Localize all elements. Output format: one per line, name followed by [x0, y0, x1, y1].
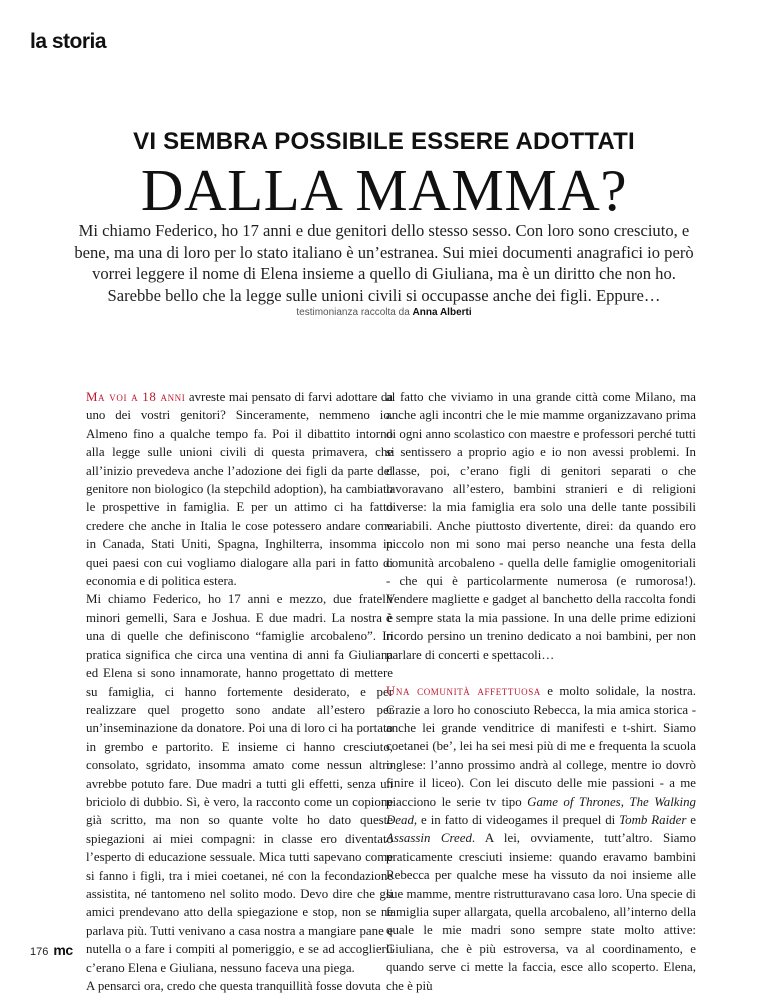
- magazine-logo: mc: [53, 942, 73, 958]
- series-title: Game of Thrones: [527, 794, 621, 809]
- lead-in: Ma voi a 18 anni: [86, 390, 186, 404]
- paragraph: A pensarci ora, credo che questa tranquillità fosse dovuta: [86, 979, 381, 993]
- article-standfirst: Mi chiamo Federico, ho 17 anni e due genitori dello stesso sesso. Con loro sono cresciuto, e bene, ma una di loro per lo stato italiano è un’estranea. Sui miei documenti anagrafici io però vorrei leggere il nome di Elena insieme a quello di Giuliana, ma è un diritto che non ho. Sarebbe bello che la legge sulle unioni civili si occupasse anche dei figli. Eppure…: [74, 221, 694, 305]
- body-column-right: [386, 388, 696, 995]
- game-title: Assassin Creed: [386, 831, 472, 846]
- paragraph: Una comunità affettuosa e molto solidale, la nostra. Grazie a loro ho conosciuto Rebecca, la mia amica storica - anche lei grande venditrice di manifesti e t-shirt. Siamo coetanei (be’, lei ha sei mesi più di me e frequenta la scuola inglese: l’anno prossimo andrà al college, mentre io dovrò finire il liceo). Con lei discuto delle mie passioni - a me piacciono le serie tv tipo Game of Thrones, The Walking Dead, e in fatto di videogames il prequel di Tomb Raider e Assassin Creed. A lei, ovviamente, tutt’altro. Siamo praticamente cresciuti insieme: quando eravamo bambini Rebecca per qualche mese ha vissuto da noi insieme alle sue mamme, mentre ristrutturavano casa loro. Una specie di famiglia super allargata, quella arcobaleno, all’interno della quale le mie madri sono sempre state molto attive: Giuliana, che è più estroversa, va al coordinamento, e quando serve ci mette la faccia, esce allo scoperto. Elena, che è più: [386, 684, 697, 993]
- article-kicker: VI SEMBRA POSSIBILE ESSERE ADOTTATI: [133, 128, 635, 155]
- series-title: The Walking Dead: [386, 794, 696, 827]
- page-number: 176: [30, 946, 49, 958]
- game-title: Tomb Raider: [619, 812, 687, 827]
- paragraph: Ma voi a 18 anni avreste mai pensato di farvi adottare da uno dei vostri genitori? Sinceramente, nemmeno io. Almeno fino a qualche tempo fa. Poi il dibattito intorno alla legge sulle unioni civili di questa primavera, che all’inizio prevedeva anche l’adozione dei figli da parte del genitore non biologico (la stepchild adoption), ha cambiato le prospettive in famiglia. E per un attimo ci ha fatto credere che anche in Italia le cose potessero andare come in Canada, Stati Uniti, Spagna, Inghilterra, insomma in quei paesi con cui vogliamo dialogare alla pari in fatto di economia e di politica estera.: [86, 390, 393, 589]
- lead-in: Una comunità affettuosa: [386, 684, 541, 699]
- paragraph: al fatto che viviamo in una grande città come Milano, ma anche agli incontri che le mie mamme organizzavano prima di ogni anno scolastico con maestre e professori perché tutti si sentissero a proprio agio e io non avessi problemi. In classe, poi, c’erano figli di genitori separati o che lavoravano all’estero, bambini stranieri e di religioni diverse: la mia famiglia era solo una delle tante possibili variabili. Anche piuttosto divertente, direi: da quando ero piccolo non mi sono mai perso neanche una festa della comunità arcobaleno - quella delle famiglie omogenitoriali - che qui è particolarmente numerosa (e rumorosa!). Vendere magliette e gadget al banchetto della raccolta fondi è sempre stata la mia passione. In una delle prime edizioni ricordo persino un trenino dedicato a noi bambini, per non parlare di concerti e spettacoli…: [386, 390, 696, 662]
- body-column-left: [86, 388, 393, 995]
- paragraph: Mi chiamo Federico, ho 17 anni e mezzo, due fratelli minori gemelli, Sara e Joshua. E due madri. La nostra è una di quelle che definiscono “famiglie arcobaleno”. In pratica significa che circa una ventina di anni fa Giuliana ed Elena si sono innamorate, hanno progettato di mettere su famiglia, ci hanno fortemente desiderato, e per realizzare quel progetto sono andate all’estero per un’inseminazione da donatore. Poi una di loro ci ha portato in grembo e partorito. E insieme ci hanno cresciuto, consolato, sgridato, insomma amato come nessun altro avrebbe potuto fare. Due madri a tutti gli effetti, senza un briciolo di dubbio. Sì, è vero, la racconto come un copione già scritto, ma non so quante volte ho dato queste spiegazioni ai miei compagni: in classe ero diventato l’esperto di educazione sessuale. Mica tutti sapevano come si fanno i figli, tra i miei coetanei, né con la fecondazione assistita, né tantomeno nel solito modo. Devo dire che gli amici prendevano atto della spiegazione e stop, non se ne parlava più. Tutti venivano a casa nostra a mangiare pane e nutella o a fare i compiti al pomeriggio, e se ad accoglierli c’erano Elena e Giuliana, nessuno faceva una piega.: [86, 592, 393, 975]
- section-label: la storia: [30, 30, 107, 53]
- credit-author: Anna Alberti: [412, 307, 472, 318]
- credit-prefix: testimonianza raccolta da: [296, 307, 410, 318]
- article-headline: DALLA MAMMA?: [140, 157, 628, 223]
- article-credit: [0, 307, 768, 318]
- page-folio: [30, 942, 73, 958]
